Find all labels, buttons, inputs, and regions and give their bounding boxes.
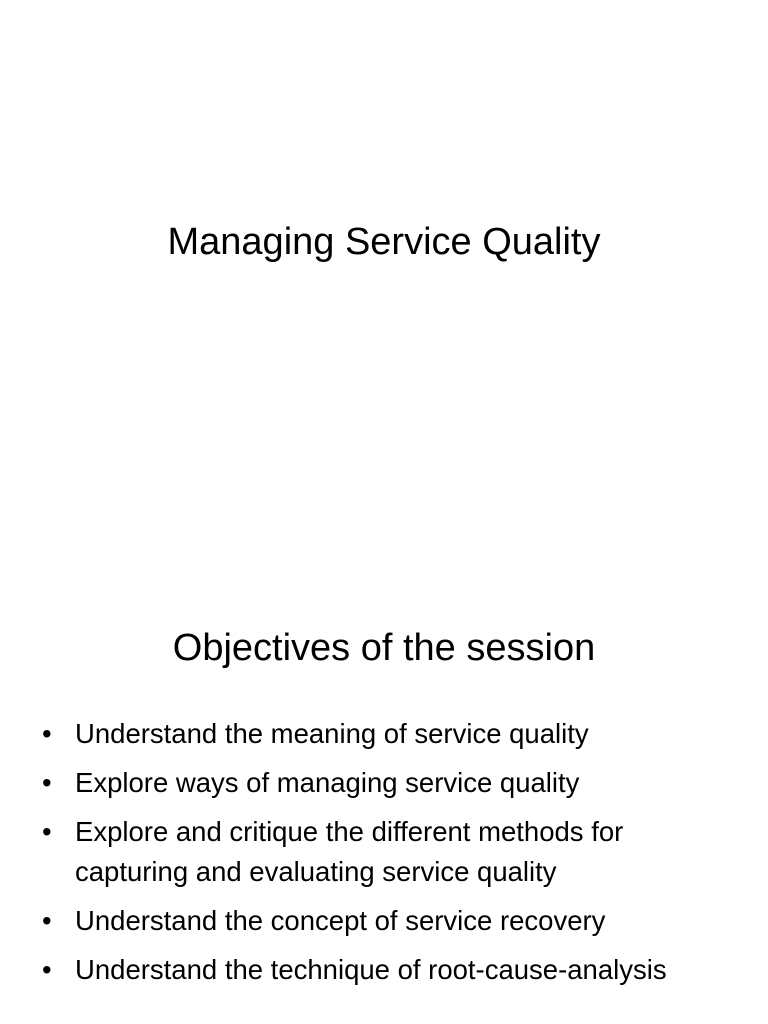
- objective-text: Explore and critique the different methods for capturing and evaluating service quality: [75, 816, 624, 887]
- objective-text: Explore ways of managing service quality: [75, 767, 580, 798]
- bullet-icon: •: [42, 954, 52, 985]
- objective-text: Understand the technique of root-cause-analysis: [75, 954, 667, 985]
- slide-2-title: Objectives of the session: [172, 627, 596, 669]
- objectives-list: [40, 714, 730, 999]
- bullet-icon: •: [42, 905, 52, 936]
- list-item: [40, 714, 730, 754]
- bullet-icon: •: [42, 816, 52, 847]
- list-item: [40, 812, 730, 892]
- objective-text: Understand the meaning of service quality: [75, 718, 589, 749]
- list-item: [40, 901, 730, 941]
- list-item: [40, 763, 730, 803]
- slide-1-title: Managing Service Quality: [167, 221, 601, 263]
- bullet-icon: •: [42, 767, 52, 798]
- bullet-icon: •: [42, 718, 52, 749]
- objective-text: Understand the concept of service recovery: [75, 905, 606, 936]
- list-item: [40, 950, 730, 990]
